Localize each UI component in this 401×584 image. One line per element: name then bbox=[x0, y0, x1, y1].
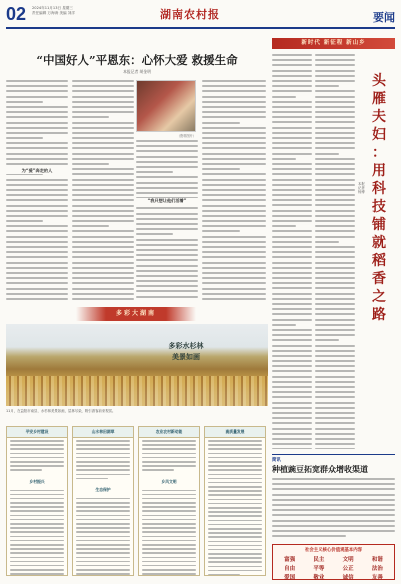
core-value: 文明 bbox=[342, 557, 354, 563]
core-value: 法治 bbox=[371, 566, 383, 572]
title-char: 科 bbox=[372, 181, 386, 197]
feature-vertical-title bbox=[366, 72, 392, 324]
right-column bbox=[272, 32, 395, 580]
feature-photo-title-line-1: 多彩水杉林 bbox=[168, 341, 204, 350]
masthead-rule bbox=[6, 27, 395, 29]
lead-text-col-1 bbox=[6, 80, 68, 305]
issue-editors: 责任编辑 万海涛 美编 刘洋 bbox=[32, 11, 75, 15]
lead-text-col-2 bbox=[72, 80, 134, 305]
core-value: 诚信 bbox=[342, 575, 354, 581]
section-banner bbox=[76, 307, 196, 321]
right-text-col-2 bbox=[315, 54, 355, 449]
core-value: 公正 bbox=[342, 566, 354, 572]
title-char: 妇 bbox=[372, 127, 386, 143]
feature-photo-caption: 11月，在益阳市南县，水杉林美景如画，层林尽染，吸引游客前来观赏。 bbox=[6, 409, 116, 413]
core-values-grid bbox=[276, 555, 391, 581]
lead-photo-caption: （资料图片） bbox=[176, 134, 196, 138]
issue-date: 2024年11月13日 星期三 bbox=[32, 6, 73, 10]
info-box-2-head: 山水林田湖草 bbox=[73, 427, 133, 438]
lead-text-col-3 bbox=[136, 140, 198, 305]
core-value: 敬业 bbox=[313, 575, 325, 581]
title-char: 香 bbox=[372, 271, 386, 287]
title-char: 铺 bbox=[372, 217, 386, 233]
lead-subhead-2: “我只想让他们活着” bbox=[136, 198, 198, 204]
core-value: 和谐 bbox=[371, 557, 383, 563]
title-char: 之 bbox=[372, 289, 386, 305]
title-char: 路 bbox=[372, 307, 386, 323]
right-text-col-1 bbox=[272, 54, 312, 449]
brief-text bbox=[272, 478, 395, 540]
lead-text-col-4 bbox=[202, 80, 266, 305]
photo-water-reflection bbox=[6, 376, 268, 406]
core-value: 富强 bbox=[284, 557, 296, 563]
title-char: 头 bbox=[372, 73, 386, 89]
feature-photo-title-line-2: 美景如画 bbox=[172, 352, 200, 361]
lead-article-photo bbox=[136, 80, 196, 132]
core-values-box bbox=[272, 544, 395, 580]
info-box-2 bbox=[72, 426, 134, 576]
title-char: 技 bbox=[372, 199, 386, 215]
bottom-box-row bbox=[6, 426, 268, 576]
lead-article-title: “中国好人”平恩东：心怀大爱 救援生命 bbox=[36, 53, 238, 67]
masthead bbox=[0, 0, 401, 30]
brief-title: 种植豌豆拓宽群众增收渠道 bbox=[272, 464, 368, 474]
title-char: 稻 bbox=[372, 253, 386, 269]
section-tag: 要闻 bbox=[373, 11, 395, 24]
info-box-4-head: 高质量发展 bbox=[205, 427, 265, 438]
info-box-3-head: 农业农村新动能 bbox=[139, 427, 199, 438]
column-banner-text: 新时代 新征程 新山乡 bbox=[301, 40, 366, 46]
core-value: 民主 bbox=[313, 557, 325, 563]
issue-meta bbox=[32, 6, 92, 16]
lead-subhead-1: 为“爱”奔走的人 bbox=[6, 168, 68, 174]
column-banner bbox=[272, 38, 395, 49]
title-char: 雁 bbox=[372, 91, 386, 107]
feature-photo-title bbox=[146, 340, 226, 362]
info-box-2-subhead: 生态保护 bbox=[95, 486, 111, 492]
info-box-3 bbox=[138, 426, 200, 576]
core-value: 自由 bbox=[284, 566, 296, 572]
title-char: 夫 bbox=[372, 109, 386, 125]
info-box-4 bbox=[204, 426, 266, 576]
core-values-title: 社会主义核心价值观基本内容 bbox=[304, 548, 363, 553]
core-value: 友善 bbox=[371, 575, 383, 581]
brief-section-label: 简讯 bbox=[272, 454, 395, 463]
title-char: ： bbox=[372, 145, 386, 161]
info-box-1 bbox=[6, 426, 68, 576]
core-value: 爱国 bbox=[284, 575, 296, 581]
title-char: 用 bbox=[372, 163, 386, 179]
core-value: 平等 bbox=[313, 566, 325, 572]
info-box-3-subhead: 乡风文明 bbox=[161, 478, 177, 484]
feature-byline: 本报记者 杨博 bbox=[358, 182, 365, 194]
title-char: 就 bbox=[372, 235, 386, 251]
paper-logo: 湖南农村报 bbox=[160, 8, 220, 21]
feature-photo bbox=[6, 324, 268, 406]
info-box-1-subhead: 乡村振兴 bbox=[29, 478, 45, 484]
page-number: 02 bbox=[6, 4, 27, 24]
section-banner-text: 多彩大湖南 bbox=[115, 310, 156, 317]
lead-article-byline: 本报记者 胡金明 bbox=[123, 69, 151, 74]
info-box-1-head: 平安乡村建设 bbox=[7, 427, 67, 438]
left-column bbox=[6, 32, 268, 580]
